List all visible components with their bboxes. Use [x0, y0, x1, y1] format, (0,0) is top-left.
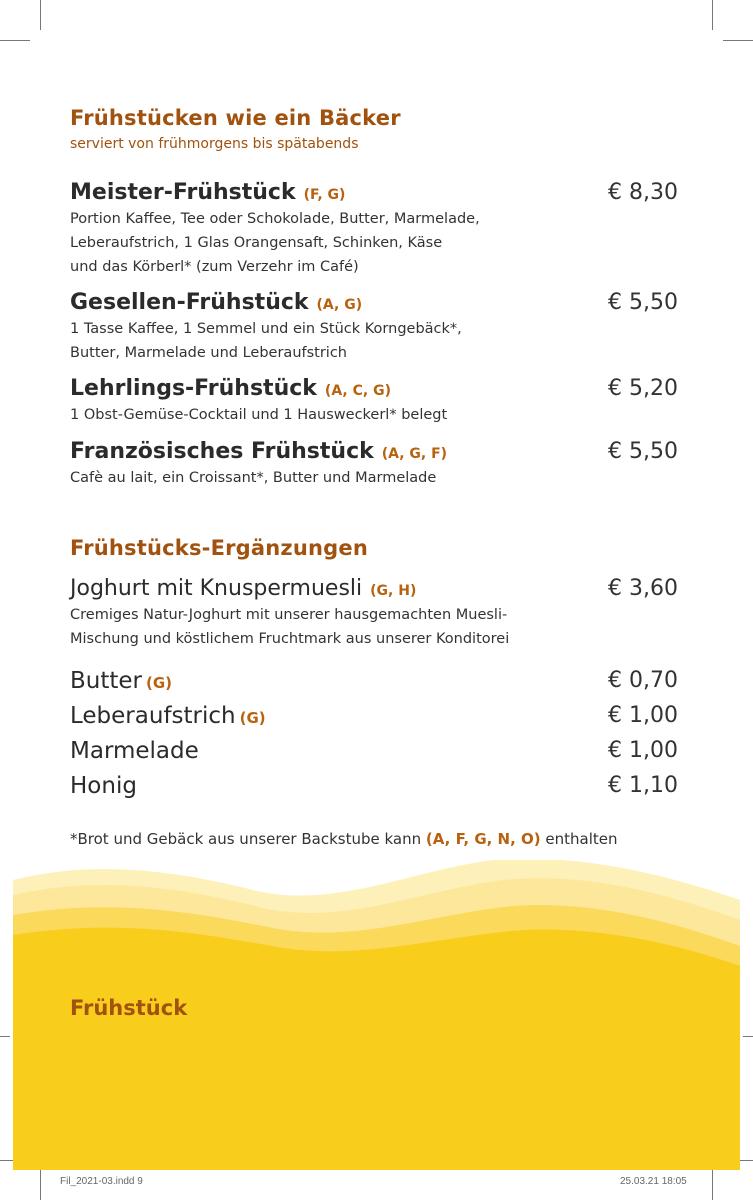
item-price: € 5,50 — [608, 439, 678, 464]
menu-item — [70, 376, 680, 427]
extra-name: Honig — [70, 773, 137, 799]
page-footer-title: Frühstück — [70, 996, 188, 1020]
item-name: Französisches Frühstück — [70, 439, 374, 464]
extra-item — [70, 668, 680, 694]
extra-price: € 1,00 — [608, 703, 678, 728]
item-description: Cremiges Natur-Joghurt mit unserer hausgemachten Muesli- Mischung und köstlichem Fruchtmark aus unserer Konditorei — [70, 607, 510, 647]
crop-mark — [712, 1170, 713, 1200]
menu-item — [70, 290, 680, 365]
item-price: € 5,20 — [608, 376, 678, 401]
extra-price: € 1,00 — [608, 738, 678, 763]
item-name: Meister-Frühstück — [70, 180, 296, 205]
section-title: Frühstücken wie ein Bäcker — [70, 106, 401, 130]
item-description: 1 Obst-Gemüse-Cocktail und 1 Hausweckerl* belegt — [70, 407, 448, 423]
extra-name: Marmelade — [70, 738, 199, 764]
crop-mark — [712, 0, 713, 30]
menu-item — [70, 180, 680, 279]
extra-allergens: (G) — [146, 674, 173, 692]
extra-item — [70, 773, 680, 799]
crop-mark — [723, 40, 753, 41]
crop-mark — [0, 1036, 10, 1037]
section-subtitle: serviert von frühmorgens bis spätabends — [70, 136, 359, 152]
crop-mark — [40, 0, 41, 30]
extra-name: Leberaufstrich — [70, 703, 236, 729]
item-price: € 3,60 — [608, 576, 678, 601]
footnote: *Brot und Gebäck aus unserer Backstube kann (A, F, G, N, O) enthalten — [70, 830, 618, 848]
print-slug-date: 25.03.21 18:05 — [620, 1176, 687, 1187]
item-description: 1 Tasse Kaffee, 1 Semmel und ein Stück Korngebäck*, Butter, Marmelade und Leberaufstrich — [70, 321, 462, 361]
menu-item — [70, 439, 680, 490]
item-name: Lehrlings-Frühstück — [70, 376, 317, 401]
item-allergens: (A, G) — [316, 297, 363, 313]
crop-mark — [0, 40, 30, 41]
extra-price: € 0,70 — [608, 668, 678, 693]
print-slug-file: Fil_2021-03.indd 9 — [60, 1176, 143, 1187]
crop-mark — [743, 1036, 753, 1037]
section-title: Frühstücks-Ergänzungen — [70, 536, 368, 560]
item-allergens: (F, G) — [303, 187, 346, 203]
item-price: € 8,30 — [608, 180, 678, 205]
item-name: Gesellen-Frühstück — [70, 290, 309, 315]
extra-item — [70, 738, 680, 764]
item-description: Cafè au lait, ein Croissant*, Butter und Marmelade — [70, 470, 437, 486]
extra-allergens: (G) — [239, 709, 266, 727]
item-allergens: (G, H) — [370, 583, 417, 599]
item-allergens: (A, G, F) — [381, 446, 448, 462]
item-allergens: (A, C, G) — [324, 383, 391, 399]
item-name: Joghurt mit Knuspermuesli — [70, 576, 363, 601]
item-description: Portion Kaffee, Tee oder Schokolade, Butter, Marmelade, Leberaufstrich, 1 Glas Orangensaft, Schinken, Käse und das Körberl* (zum Verzehr im Café) — [70, 211, 480, 275]
item-price: € 5,50 — [608, 290, 678, 315]
extra-price: € 1,10 — [608, 773, 678, 798]
extra-item — [70, 703, 680, 729]
crop-mark — [40, 1170, 41, 1200]
menu-item — [70, 576, 680, 651]
extra-name: Butter — [70, 668, 142, 694]
